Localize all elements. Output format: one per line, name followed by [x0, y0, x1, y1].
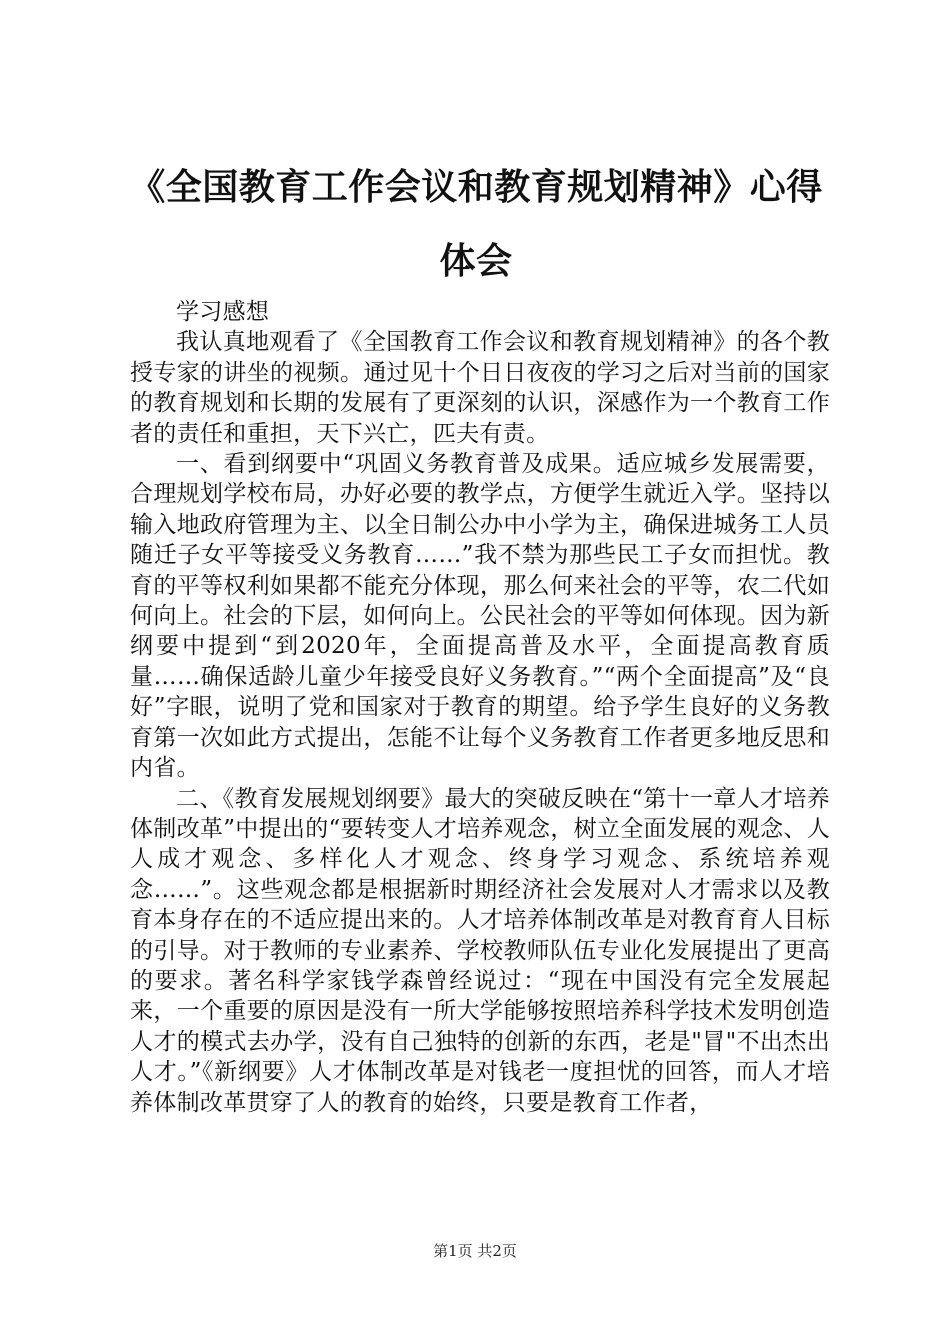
paragraph: 我认真地观看了《全国教育工作会议和教育规划精神》的各个教授专家的讲坐的视频。通过见十个日日夜夜的学习之后对当前的国家的教育规划和长期的发展有了更深刻的认识，深感作为一个教育工作者的责任和重担，天下兴亡，匹夫有责。 [130, 329, 830, 447]
document-body [130, 297, 830, 1118]
page-number: 第1页 共2页 [433, 1242, 517, 1260]
document-title: 《全国教育工作会议和教育规划精神》心得体会 [129, 166, 823, 282]
paragraph: 一、看到纲要中“巩固义务教育普及成果。适应城乡发展需要，合理规划学校布局，办好必要的教学点，方便学生就近入学。坚持以输入地政府管理为主、以全日制公办中小学为主，确保进城务工人员随迁子女平等接受义务教育……”我不禁为那些民工子女而担忧。教育的平等权利如果都不能充分体现，那么何来社会的平等，农二代如何向上。社会的下层，如何向上。公民社会的平等如何体现。因为新纲要中提到“到2020年，全面提高普及水平，全面提高教育质量……确保适龄儿童少年接受良好义务教育。”“两个全面提高”及“良好”字眼，说明了党和国家对于教育的期望。给予学生良好的义务教育第一次如此方式提出，怎能不让每个义务教育工作者更多地反思和内省。 [130, 451, 830, 782]
paragraph-heading: 学习感想 [176, 299, 270, 325]
paragraph: 二、《教育发展规划纲要》最大的突破反映在“第十一章人才培养体制改革”中提出的“要转变人才培养观念，树立全面发展的观念、人人成才观念、多样化人才观念、终身学习观念、系统培养观念……”。这些观念都是根据新时期经济社会发展对人才需求以及教育本身存在的不适应提出来的。人才培养体制改革是对教育育人目标的引导。对于教师的专业素养、学校教师队伍专业化发展提出了更高的要求。著名科学家钱学森曾经说过：“现在中国没有完全发展起来，一个重要的原因是没有一所大学能够按照培养科学技术发明创造人才的模式去办学，没有自己独特的创新的东西，老是"冒"不出杰出人才。”《新纲要》人才体制改革是对钱老一度担忧的回答，而人才培养体制改革贯穿了人的教育的始终，只要是教育工作者， [130, 785, 830, 1116]
